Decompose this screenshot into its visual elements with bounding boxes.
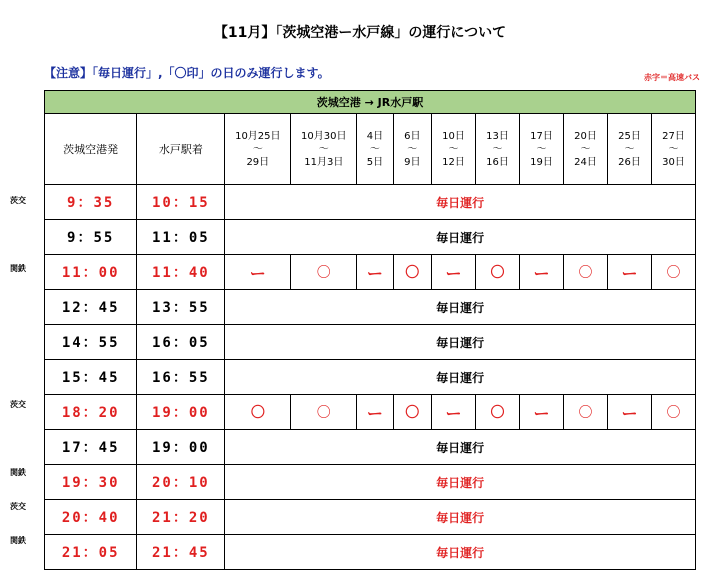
no-service-mark: ー xyxy=(607,255,651,290)
notice-text: 【注意】「毎日運行」,「〇印」の日のみ運行します。 xyxy=(44,66,330,80)
operator-label: 関鉄 xyxy=(10,468,26,477)
no-service-mark: ー xyxy=(432,255,476,290)
operator-label: 関鉄 xyxy=(10,536,26,545)
daily-service-cell: 毎日運行 xyxy=(225,325,696,360)
date-range-from: 4日 xyxy=(366,130,384,142)
date-range-sep: ～ xyxy=(369,143,380,155)
depart-header: 茨城空港発 xyxy=(45,114,137,185)
date-range-to: 30日 xyxy=(662,156,685,168)
date-range-to: 9日 xyxy=(404,156,421,168)
no-service-mark: ー xyxy=(357,395,393,430)
date-range-from: 20日 xyxy=(574,130,597,142)
date-range-from: 10月30日 xyxy=(301,130,347,142)
date-range-to: 19日 xyxy=(530,156,553,168)
date-range-to: 26日 xyxy=(618,156,641,168)
arrive-header: 水戸駅着 xyxy=(137,114,225,185)
arrival-time: 13：55 xyxy=(137,290,225,325)
date-range-sep: ～ xyxy=(624,143,635,155)
date-range-from: 27日 xyxy=(662,130,685,142)
page-title: 【11月】「茨城空港ー水戸線」の運行について xyxy=(213,25,507,41)
date-range-header xyxy=(476,114,520,185)
date-range-header xyxy=(651,114,695,185)
table-row xyxy=(45,395,696,430)
departure-time: 18：20 xyxy=(45,395,137,430)
no-service-mark: ー xyxy=(432,395,476,430)
daily-service-cell: 毎日運行 xyxy=(225,500,696,535)
service-mark: 〇 xyxy=(225,395,291,430)
departure-time: 15：45 xyxy=(45,360,137,395)
date-range-from: 10月25日 xyxy=(235,130,281,142)
table-row xyxy=(45,290,696,325)
table-row xyxy=(45,220,696,255)
table-row xyxy=(45,430,696,465)
departure-time: 11：00 xyxy=(45,255,137,290)
service-mark: 〇 xyxy=(651,255,695,290)
date-range-from: 25日 xyxy=(618,130,641,142)
departure-time: 19：30 xyxy=(45,465,137,500)
daily-service-cell: 毎日運行 xyxy=(225,465,696,500)
table-row xyxy=(45,500,696,535)
date-range-header xyxy=(563,114,607,185)
arrival-time: 16：05 xyxy=(137,325,225,360)
date-range-sep: ～ xyxy=(448,143,459,155)
table-row xyxy=(45,255,696,290)
date-range-to: 16日 xyxy=(486,156,509,168)
date-range-to: 29日 xyxy=(246,156,270,168)
arrival-time: 21：45 xyxy=(137,535,225,570)
arrival-time: 19：00 xyxy=(137,395,225,430)
date-range-header xyxy=(432,114,476,185)
no-service-mark: ー xyxy=(357,255,393,290)
operator-label: 関鉄 xyxy=(10,264,26,273)
arrival-time: 11：40 xyxy=(137,255,225,290)
departure-time: 20：40 xyxy=(45,500,137,535)
no-service-mark: ー xyxy=(520,255,564,290)
date-range-from: 6日 xyxy=(404,130,421,142)
date-range-sep: ～ xyxy=(580,143,591,155)
date-range-from: 13日 xyxy=(486,130,509,142)
date-range-from: 17日 xyxy=(530,130,553,142)
service-mark: 〇 xyxy=(563,255,607,290)
operator-label: 茨交 xyxy=(10,400,26,409)
table-row xyxy=(45,325,696,360)
service-mark: 〇 xyxy=(476,255,520,290)
arrival-time: 11：05 xyxy=(137,220,225,255)
date-range-sep: ～ xyxy=(252,143,263,155)
table-row xyxy=(45,360,696,395)
date-range-header xyxy=(357,114,393,185)
date-range-sep: ～ xyxy=(318,143,329,155)
legend-text: 赤字＝高速バス xyxy=(644,73,700,82)
date-range-to: 24日 xyxy=(574,156,597,168)
date-range-sep: ～ xyxy=(407,143,418,155)
service-mark: 〇 xyxy=(563,395,607,430)
service-mark: 〇 xyxy=(393,255,431,290)
table-row xyxy=(45,535,696,570)
no-service-mark: ー xyxy=(607,395,651,430)
table-row xyxy=(45,465,696,500)
daily-service-cell: 毎日運行 xyxy=(225,220,696,255)
date-range-header xyxy=(520,114,564,185)
table-row xyxy=(45,185,696,220)
date-range-sep: ～ xyxy=(492,143,503,155)
timetable xyxy=(44,90,696,570)
service-mark: 〇 xyxy=(291,395,357,430)
daily-service-cell: 毎日運行 xyxy=(225,360,696,395)
date-range-header xyxy=(607,114,651,185)
departure-time: 9：35 xyxy=(45,185,137,220)
departure-time: 14：55 xyxy=(45,325,137,360)
departure-time: 9：55 xyxy=(45,220,137,255)
date-range-header xyxy=(393,114,431,185)
date-range-to: 12日 xyxy=(442,156,465,168)
arrival-time: 10：15 xyxy=(137,185,225,220)
date-range-from: 10日 xyxy=(442,130,465,142)
service-mark: 〇 xyxy=(651,395,695,430)
daily-service-cell: 毎日運行 xyxy=(225,535,696,570)
service-mark: 〇 xyxy=(393,395,431,430)
arrival-time: 19：00 xyxy=(137,430,225,465)
departure-time: 21：05 xyxy=(45,535,137,570)
no-service-mark: ー xyxy=(225,255,291,290)
daily-service-cell: 毎日運行 xyxy=(225,430,696,465)
daily-service-cell: 毎日運行 xyxy=(225,290,696,325)
date-range-to: 5日 xyxy=(366,156,384,168)
date-range-header xyxy=(291,114,357,185)
date-range-to: 11月3日 xyxy=(304,156,344,168)
date-range-sep: ～ xyxy=(536,143,547,155)
service-mark: 〇 xyxy=(476,395,520,430)
service-mark: 〇 xyxy=(291,255,357,290)
operator-label: 茨交 xyxy=(10,196,26,205)
daily-service-cell: 毎日運行 xyxy=(225,185,696,220)
arrival-time: 21：20 xyxy=(137,500,225,535)
departure-time: 12：45 xyxy=(45,290,137,325)
operator-label: 茨交 xyxy=(10,502,26,511)
departure-time: 17：45 xyxy=(45,430,137,465)
date-range-sep: ～ xyxy=(668,143,679,155)
route-header: 茨城空港 → JR水戸駅 xyxy=(45,91,696,114)
no-service-mark: ー xyxy=(520,395,564,430)
date-range-header xyxy=(225,114,291,185)
arrival-time: 20：10 xyxy=(137,465,225,500)
arrival-time: 16：55 xyxy=(137,360,225,395)
